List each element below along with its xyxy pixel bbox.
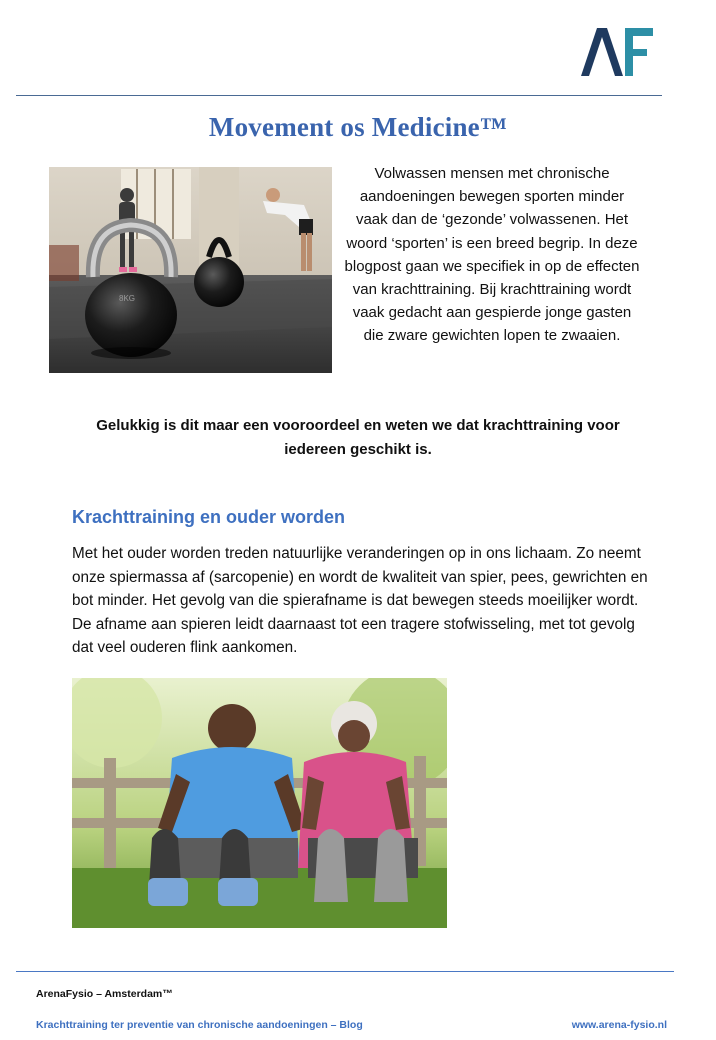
footer-document-title: Krachttraining ter preventie van chronische aandoeningen – Blog	[36, 1019, 363, 1031]
highlight-note: Gelukkig is dit maar een vooroordeel en weten we dat krachttraining voor iedereen geschikt is.	[96, 417, 620, 458]
kettlebell-weight-label: 8KG	[119, 294, 136, 303]
arena-fysio-logo-icon	[578, 24, 658, 80]
footer-divider	[16, 971, 674, 972]
header-divider	[16, 95, 662, 96]
intro-paragraph: Volwassen mensen met chronische aandoeningen bewegen sporten minder vaak dan de ‘gezonde’ volwassenen. Het woord ‘sporten’ is een breed begrip. In deze blogpost gaan we specifiek in op de effecten van krachttraining. Bij krachttraining wordt vaak gedacht aan gespierde jonge gasten die zware gewichten lopen te zwaaien.	[344, 165, 640, 345]
seniors-stretching-photo	[72, 678, 447, 928]
footer-website-link[interactable]: www.arena-fysio.nl	[571, 1019, 667, 1031]
section-paragraph: Met het ouder worden treden natuurlijke veranderingen op in ons lichaam. Zo neemt onze spiermassa af (sarcopenie) en wordt de kwaliteit van spier, pees, gewrichten en bot minder. Het gevolg van die spierafname is dat bewegen steeds moeilijker wordt. De afname aan spieren leidt daarnaast tot een tragere stofwisseling, met tot gevolg dat veel ouderen flink aankomen.	[72, 545, 648, 656]
page-title: Movement os Medicine™	[208, 112, 508, 142]
footer-organization: ArenaFysio – Amsterdam™	[36, 988, 173, 1000]
kettlebell-photo	[49, 167, 332, 373]
section-heading: Krachttraining en ouder worden	[72, 507, 346, 527]
